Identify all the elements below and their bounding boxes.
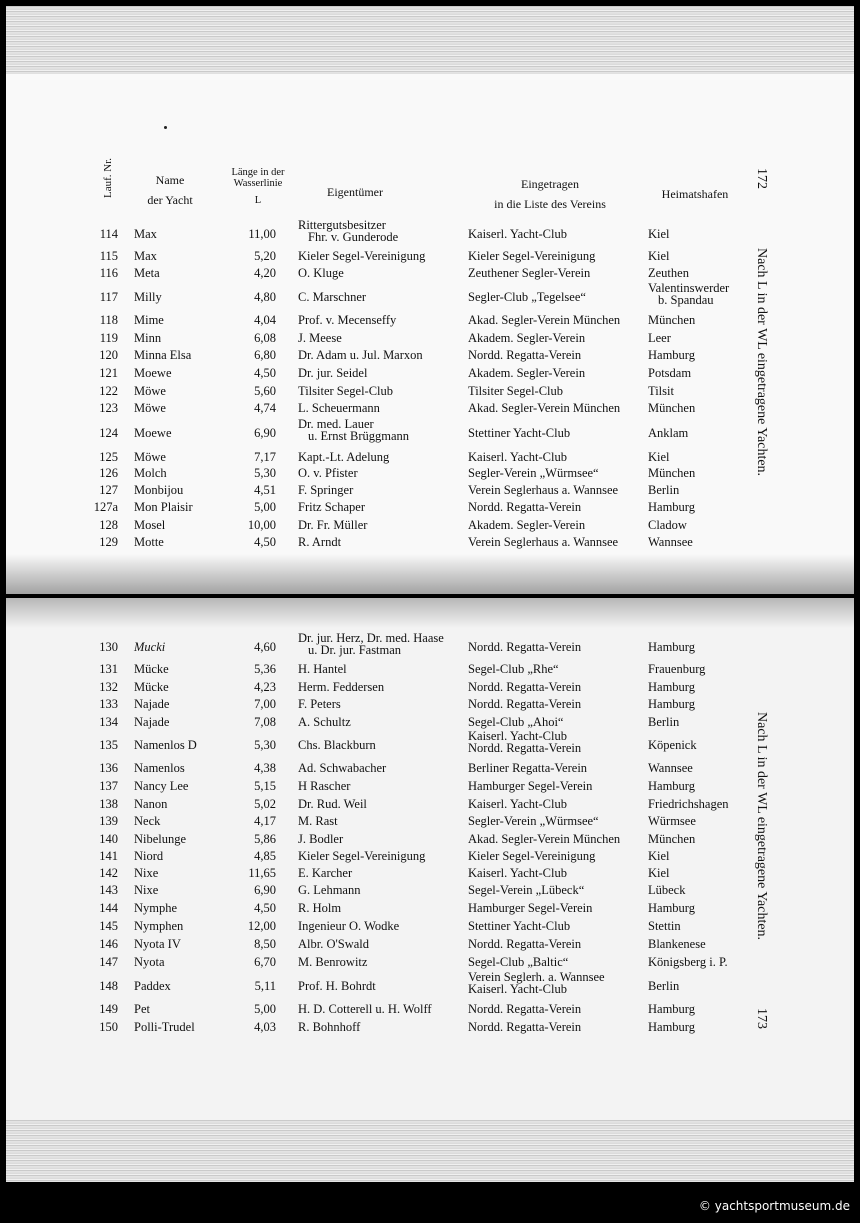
header-laenge-line3: L bbox=[254, 195, 262, 206]
cell-owner: Dr. jur. Seidel bbox=[298, 366, 368, 380]
cell-yacht-name: Milly bbox=[134, 290, 162, 304]
cell-club: Nordd. Regatta-Verein bbox=[468, 500, 582, 514]
cell-yacht-name: Minna Elsa bbox=[134, 348, 192, 362]
cell-owner: Kapt.-Lt. Adelung bbox=[298, 450, 390, 464]
cell-home-port: Hamburg bbox=[648, 640, 695, 654]
cell-home-port: Frauenburg bbox=[648, 662, 706, 676]
cell-owner: Tilsiter Segel-Club bbox=[298, 384, 394, 398]
cell-length: 5,02 bbox=[254, 797, 276, 811]
cell-owner: Dr. Rud. Weil bbox=[298, 797, 367, 811]
cell-home-port-line: Valentinswerder bbox=[648, 281, 730, 295]
cell-owner: Prof. H. Bohrdt bbox=[298, 979, 376, 993]
cell-lauf-nr: 119 bbox=[99, 331, 118, 345]
cell-yacht-name: Nibelunge bbox=[134, 832, 187, 846]
cell-yacht-name: Najade bbox=[134, 715, 170, 729]
cell-home-port: Hamburg bbox=[648, 779, 695, 793]
cell-club: Verein Seglerhaus a. Wannsee bbox=[468, 535, 619, 549]
cell-length: 5,15 bbox=[254, 779, 276, 793]
cell-yacht-name: Nymphen bbox=[134, 919, 184, 933]
cell-owner: C. Marschner bbox=[298, 290, 367, 304]
cell-lauf-nr: 131 bbox=[99, 662, 118, 676]
cell-club-line: Verein Seglerh. a. Wannsee bbox=[468, 970, 605, 984]
cell-club: Nordd. Regatta-Verein bbox=[468, 1002, 582, 1016]
cell-club: Akad. Segler-Verein München bbox=[468, 313, 621, 327]
cell-home-port: Stettin bbox=[648, 919, 681, 933]
cell-club: Segler-Verein „Würmsee“ bbox=[468, 814, 599, 828]
cell-owner: Ingenieur O. Wodke bbox=[298, 919, 400, 933]
cell-club: Segler-Club „Tegelsee“ bbox=[468, 290, 586, 304]
cell-yacht-name: Paddex bbox=[134, 979, 171, 993]
cell-owner: Ad. Schwabacher bbox=[298, 761, 387, 775]
cell-length: 7,00 bbox=[254, 697, 276, 711]
cell-home-port: Köpenick bbox=[648, 738, 697, 752]
cell-club: Kaiserl. Yacht-Club bbox=[468, 227, 567, 241]
cell-home-port: Hamburg bbox=[648, 697, 695, 711]
cell-lauf-nr: 118 bbox=[99, 313, 118, 327]
cell-yacht-name: Max bbox=[134, 227, 157, 241]
spine-shadow bbox=[6, 554, 854, 594]
cell-yacht-name: Möwe bbox=[134, 384, 166, 398]
cell-lauf-nr: 123 bbox=[99, 401, 118, 415]
cell-owner: Albr. O'Swald bbox=[298, 937, 370, 951]
cell-owner: Fritz Schaper bbox=[298, 500, 365, 514]
cell-home-port: Königsberg i. P. bbox=[648, 955, 728, 969]
cell-lauf-nr: 126 bbox=[99, 466, 118, 480]
cell-club: Verein Seglerhaus a. Wannsee bbox=[468, 483, 619, 497]
cell-yacht-name: Nixe bbox=[134, 866, 159, 880]
cell-lauf-nr: 136 bbox=[99, 761, 118, 775]
cell-lauf-nr: 122 bbox=[99, 384, 118, 398]
header-name bbox=[140, 172, 200, 208]
cell-club: Hamburger Segel-Verein bbox=[468, 901, 593, 915]
cell-lauf-nr: 127 bbox=[99, 483, 118, 497]
cell-length: 4,04 bbox=[254, 313, 276, 327]
cell-lauf-nr: 124 bbox=[99, 426, 118, 440]
cell-lauf-nr: 115 bbox=[99, 249, 118, 263]
cell-home-port: Hamburg bbox=[648, 1020, 695, 1034]
cell-length: 6,08 bbox=[254, 331, 276, 345]
cell-club: Zeuthener Segler-Verein bbox=[468, 266, 591, 280]
cell-home-port: Würmsee bbox=[648, 814, 696, 828]
cell-home-port: München bbox=[648, 313, 696, 327]
cell-length: 5,00 bbox=[254, 1002, 276, 1016]
cell-owner: Dr. Adam u. Jul. Marxon bbox=[298, 348, 423, 362]
cell-owner: E. Karcher bbox=[298, 866, 353, 880]
cell-club: Akadem. Segler-Verein bbox=[468, 518, 586, 532]
cell-owner: F. Springer bbox=[298, 483, 354, 497]
cell-length: 4,50 bbox=[254, 366, 276, 380]
cell-owner: M. Rast bbox=[298, 814, 338, 828]
cell-lauf-nr: 133 bbox=[99, 697, 118, 711]
cell-home-port: Friedrichshagen bbox=[648, 797, 729, 811]
cell-club: Akadem. Segler-Verein bbox=[468, 331, 586, 345]
cell-length: 7,08 bbox=[254, 715, 276, 729]
side-caption-top: Nach L in der WL eingetragene Yachten. bbox=[754, 248, 769, 477]
cell-lauf-nr: 137 bbox=[99, 779, 118, 793]
cell-club: Berliner Regatta-Verein bbox=[468, 761, 588, 775]
page-number-top: 172 bbox=[754, 168, 769, 189]
cell-club: Segel-Club „Rhe“ bbox=[468, 662, 559, 676]
page-edges-bottom bbox=[6, 1120, 854, 1182]
ink-speck bbox=[164, 126, 167, 129]
cell-club: Segel-Verein „Lübeck“ bbox=[468, 883, 585, 897]
cell-home-port: München bbox=[648, 466, 696, 480]
cell-lauf-nr: 145 bbox=[99, 919, 118, 933]
cell-lauf-nr: 150 bbox=[99, 1020, 118, 1034]
cell-yacht-name: Namenlos D bbox=[134, 738, 197, 752]
header-eingetragen-line2: in die Liste des Vereins bbox=[494, 197, 606, 211]
cell-yacht-name: Motte bbox=[134, 535, 164, 549]
cell-owner: H. D. Cotterell u. H. Wolff bbox=[298, 1002, 432, 1016]
cell-owner-line: u. Dr. jur. Fastman bbox=[308, 643, 402, 657]
header-laenge bbox=[220, 167, 296, 206]
cell-owner: Herm. Feddersen bbox=[298, 680, 385, 694]
cell-length: 4,38 bbox=[254, 761, 276, 775]
cell-length: 12,00 bbox=[247, 919, 276, 933]
cell-owner: H Rascher bbox=[298, 779, 351, 793]
cell-owner-line: u. Ernst Brüggmann bbox=[308, 429, 410, 443]
cell-length: 4,50 bbox=[254, 901, 276, 915]
cell-owner-line: Fhr. v. Gunderode bbox=[308, 230, 399, 244]
cell-yacht-name: Pet bbox=[134, 1002, 150, 1016]
cell-yacht-name: Najade bbox=[134, 697, 170, 711]
cell-yacht-name: Nymphe bbox=[134, 901, 178, 915]
cell-home-port: Kiel bbox=[648, 849, 670, 863]
cell-home-port-line: b. Spandau bbox=[658, 293, 714, 307]
watermark: © yachtsportmuseum.de bbox=[698, 1199, 850, 1213]
cell-lauf-nr: 148 bbox=[99, 979, 118, 993]
cell-length: 6,90 bbox=[254, 426, 276, 440]
page-number-bottom: 173 bbox=[754, 1008, 769, 1029]
cell-club: Kaiserl. Yacht-Club bbox=[468, 450, 567, 464]
cell-yacht-name: Max bbox=[134, 249, 157, 263]
cell-yacht-name: Moewe bbox=[134, 426, 172, 440]
cell-club: Nordd. Regatta-Verein bbox=[468, 1020, 582, 1034]
cell-home-port: Tilsit bbox=[648, 384, 674, 398]
cell-length: 4,60 bbox=[254, 640, 276, 654]
cell-yacht-name: Monbijou bbox=[134, 483, 184, 497]
cell-length: 11,65 bbox=[248, 866, 276, 880]
cell-home-port: Berlin bbox=[648, 715, 680, 729]
cell-club-line: Kaiserl. Yacht-Club bbox=[468, 729, 567, 743]
cell-owner: M. Benrowitz bbox=[298, 955, 368, 969]
cell-home-port: Cladow bbox=[648, 518, 687, 532]
cell-lauf-nr: 139 bbox=[99, 814, 118, 828]
cell-yacht-name: Mücke bbox=[134, 662, 169, 676]
cell-lauf-nr: 141 bbox=[99, 849, 118, 863]
cell-club: Kieler Segel-Vereinigung bbox=[468, 249, 596, 263]
cell-club: Nordd. Regatta-Verein bbox=[468, 348, 582, 362]
header-eingetragen bbox=[470, 176, 630, 212]
cell-home-port: Kiel bbox=[648, 450, 670, 464]
cell-length: 4,51 bbox=[254, 483, 276, 497]
cell-yacht-name: Nyota IV bbox=[134, 937, 181, 951]
cell-club: Nordd. Regatta-Verein bbox=[468, 640, 582, 654]
header-lauf-nr: Lauf. Nr. bbox=[102, 158, 114, 199]
cell-length: 5,36 bbox=[254, 662, 276, 676]
cell-length: 6,70 bbox=[254, 955, 276, 969]
cell-yacht-name: Minn bbox=[134, 331, 162, 345]
cell-owner: Dr. Fr. Müller bbox=[298, 518, 368, 532]
cell-length: 5,86 bbox=[254, 832, 276, 846]
cell-club-line: Kaiserl. Yacht-Club bbox=[468, 982, 567, 996]
cell-length: 5,00 bbox=[254, 500, 276, 514]
cell-home-port: Berlin bbox=[648, 979, 680, 993]
cell-home-port: Wannsee bbox=[648, 761, 693, 775]
cell-length: 4,17 bbox=[254, 814, 276, 828]
cell-club: Nordd. Regatta-Verein bbox=[468, 697, 582, 711]
cell-owner-line: Dr. med. Lauer bbox=[298, 417, 374, 431]
cell-yacht-name: Polli-Trudel bbox=[134, 1020, 195, 1034]
cell-lauf-nr: 135 bbox=[99, 738, 118, 752]
cell-club: Akad. Segler-Verein München bbox=[468, 832, 621, 846]
cell-home-port: München bbox=[648, 832, 696, 846]
header-name-line2: der Yacht bbox=[147, 193, 193, 207]
cell-length: 5,11 bbox=[254, 979, 276, 993]
spine-shadow bbox=[6, 598, 854, 628]
cell-home-port: Kiel bbox=[648, 227, 670, 241]
cell-owner: Prof. v. Mecenseffy bbox=[298, 313, 397, 327]
cell-lauf-nr: 147 bbox=[99, 955, 118, 969]
cell-home-port: Anklam bbox=[648, 426, 689, 440]
cell-yacht-name: Moewe bbox=[134, 366, 172, 380]
cell-yacht-name: Meta bbox=[134, 266, 160, 280]
cell-home-port: Hamburg bbox=[648, 901, 695, 915]
cell-home-port: Hamburg bbox=[648, 348, 695, 362]
cell-yacht-name: Neck bbox=[134, 814, 161, 828]
cell-home-port: München bbox=[648, 401, 696, 415]
cell-club: Nordd. Regatta-Verein bbox=[468, 937, 582, 951]
cell-club: Segel-Club „Baltic“ bbox=[468, 955, 569, 969]
cell-yacht-name: Nixe bbox=[134, 883, 159, 897]
cell-yacht-name: Molch bbox=[134, 466, 167, 480]
cell-club: Hamburger Segel-Verein bbox=[468, 779, 593, 793]
cell-lauf-nr: 114 bbox=[99, 227, 118, 241]
cell-length: 7,17 bbox=[254, 450, 276, 464]
cell-length: 5,20 bbox=[254, 249, 276, 263]
cell-home-port: Hamburg bbox=[648, 1002, 695, 1016]
cell-yacht-name: Mime bbox=[134, 313, 164, 327]
cell-home-port: Leer bbox=[648, 331, 671, 345]
cell-yacht-name: Nancy Lee bbox=[134, 779, 189, 793]
cell-home-port: Lübeck bbox=[648, 883, 686, 897]
header-laenge-line2: Wasserlinie bbox=[233, 178, 283, 189]
cell-owner: L. Scheuermann bbox=[298, 401, 380, 415]
header-eingetragen-line1: Eingetragen bbox=[521, 177, 579, 191]
cell-home-port: Hamburg bbox=[648, 680, 695, 694]
cell-yacht-name: Möwe bbox=[134, 401, 166, 415]
cell-length: 5,60 bbox=[254, 384, 276, 398]
cell-length: 8,50 bbox=[254, 937, 276, 951]
cell-club: Akad. Segler-Verein München bbox=[468, 401, 621, 415]
cell-length: 4,03 bbox=[254, 1020, 276, 1034]
cell-length: 5,30 bbox=[254, 738, 276, 752]
cell-home-port: Potsdam bbox=[648, 366, 692, 380]
cell-yacht-name: Niord bbox=[134, 849, 164, 863]
cell-home-port: Blankenese bbox=[648, 937, 706, 951]
header-laenge-line1: Länge in der bbox=[231, 167, 285, 178]
cell-owner-line: Rittergutsbesitzer bbox=[298, 218, 386, 232]
cell-owner: Kieler Segel-Vereinigung bbox=[298, 249, 426, 263]
cell-home-port: Zeuthen bbox=[648, 266, 689, 280]
cell-lauf-nr: 117 bbox=[99, 290, 118, 304]
cell-home-port: Berlin bbox=[648, 483, 680, 497]
cell-home-port: Hamburg bbox=[648, 500, 695, 514]
cell-lauf-nr: 116 bbox=[99, 266, 118, 280]
cell-length: 4,80 bbox=[254, 290, 276, 304]
cell-yacht-name: Mücke bbox=[134, 680, 169, 694]
cell-length: 4,74 bbox=[254, 401, 276, 415]
cell-lauf-nr: 134 bbox=[99, 715, 118, 729]
cell-length: 4,85 bbox=[254, 849, 276, 863]
cell-lauf-nr: 143 bbox=[99, 883, 118, 897]
cell-yacht-name: Namenlos bbox=[134, 761, 185, 775]
header-name-line1: Name bbox=[155, 173, 185, 187]
cell-yacht-name: Nyota bbox=[134, 955, 165, 969]
cell-length: 4,20 bbox=[254, 266, 276, 280]
cell-lauf-nr: 149 bbox=[99, 1002, 118, 1016]
cell-owner: Chs. Blackburn bbox=[298, 738, 376, 752]
cell-length: 6,90 bbox=[254, 883, 276, 897]
cell-owner: A. Schultz bbox=[298, 715, 351, 729]
cell-lauf-nr: 142 bbox=[99, 866, 118, 880]
cell-lauf-nr: 129 bbox=[99, 535, 118, 549]
cell-club: Stettiner Yacht-Club bbox=[468, 919, 571, 933]
cell-home-port: Wannsee bbox=[648, 535, 693, 549]
cell-owner: J. Bodler bbox=[298, 832, 344, 846]
cell-club: Tilsiter Segel-Club bbox=[468, 384, 564, 398]
header-heimatshafen: Heimatshafen bbox=[661, 187, 729, 201]
cell-club: Segel-Club „Ahoi“ bbox=[468, 715, 564, 729]
cell-lauf-nr: 128 bbox=[99, 518, 118, 532]
cell-club: Kaiserl. Yacht-Club bbox=[468, 797, 567, 811]
cell-lauf-nr: 140 bbox=[99, 832, 118, 846]
cell-owner: J. Meese bbox=[298, 331, 342, 345]
cell-lauf-nr: 146 bbox=[99, 937, 118, 951]
cell-club: Stettiner Yacht-Club bbox=[468, 426, 571, 440]
cell-lauf-nr: 125 bbox=[99, 450, 118, 464]
cell-owner: R. Arndt bbox=[298, 535, 342, 549]
cell-lauf-nr: 130 bbox=[99, 640, 118, 654]
cell-length: 5,30 bbox=[254, 466, 276, 480]
page-edges-top bbox=[6, 6, 854, 74]
cell-yacht-name: Nanon bbox=[134, 797, 168, 811]
cell-length: 4,23 bbox=[254, 680, 276, 694]
cell-length: 10,00 bbox=[247, 518, 276, 532]
cell-home-port: Kiel bbox=[648, 249, 670, 263]
cell-lauf-nr: 132 bbox=[99, 680, 118, 694]
cell-owner: Kieler Segel-Vereinigung bbox=[298, 849, 426, 863]
cell-yacht-name: Mon Plaisir bbox=[134, 500, 193, 514]
cell-lauf-nr: 138 bbox=[99, 797, 118, 811]
cell-owner: O. Kluge bbox=[298, 266, 344, 280]
cell-owner: R. Holm bbox=[298, 901, 342, 915]
cell-owner: G. Lehmann bbox=[298, 883, 361, 897]
cell-club-line: Nordd. Regatta-Verein bbox=[468, 741, 582, 755]
cell-owner: F. Peters bbox=[298, 697, 341, 711]
cell-home-port: Kiel bbox=[648, 866, 670, 880]
cell-yacht-name: Mucki bbox=[134, 640, 166, 654]
cell-club: Kieler Segel-Vereinigung bbox=[468, 849, 596, 863]
cell-length: 4,50 bbox=[254, 535, 276, 549]
cell-length: 11,00 bbox=[248, 227, 276, 241]
cell-lauf-nr: 121 bbox=[99, 366, 118, 380]
cell-club: Akadem. Segler-Verein bbox=[468, 366, 586, 380]
cell-club: Kaiserl. Yacht-Club bbox=[468, 866, 567, 880]
cell-yacht-name: Möwe bbox=[134, 450, 166, 464]
header-eigentuemer: Eigentümer bbox=[327, 185, 383, 199]
cell-lauf-nr: 120 bbox=[99, 348, 118, 362]
cell-club: Segler-Verein „Würmsee“ bbox=[468, 466, 599, 480]
cell-owner: O. v. Pfister bbox=[298, 466, 358, 480]
cell-owner-line: Dr. jur. Herz, Dr. med. Haase bbox=[298, 631, 444, 645]
cell-lauf-nr: 144 bbox=[99, 901, 118, 915]
cell-owner: H. Hantel bbox=[298, 662, 347, 676]
cell-owner: R. Bohnhoff bbox=[298, 1020, 361, 1034]
cell-yacht-name: Mosel bbox=[134, 518, 166, 532]
cell-lauf-nr: 127a bbox=[93, 500, 118, 514]
cell-club: Nordd. Regatta-Verein bbox=[468, 680, 582, 694]
cell-length: 6,80 bbox=[254, 348, 276, 362]
side-caption-bottom: Nach L in der WL eingetragene Yachten. bbox=[754, 712, 769, 941]
